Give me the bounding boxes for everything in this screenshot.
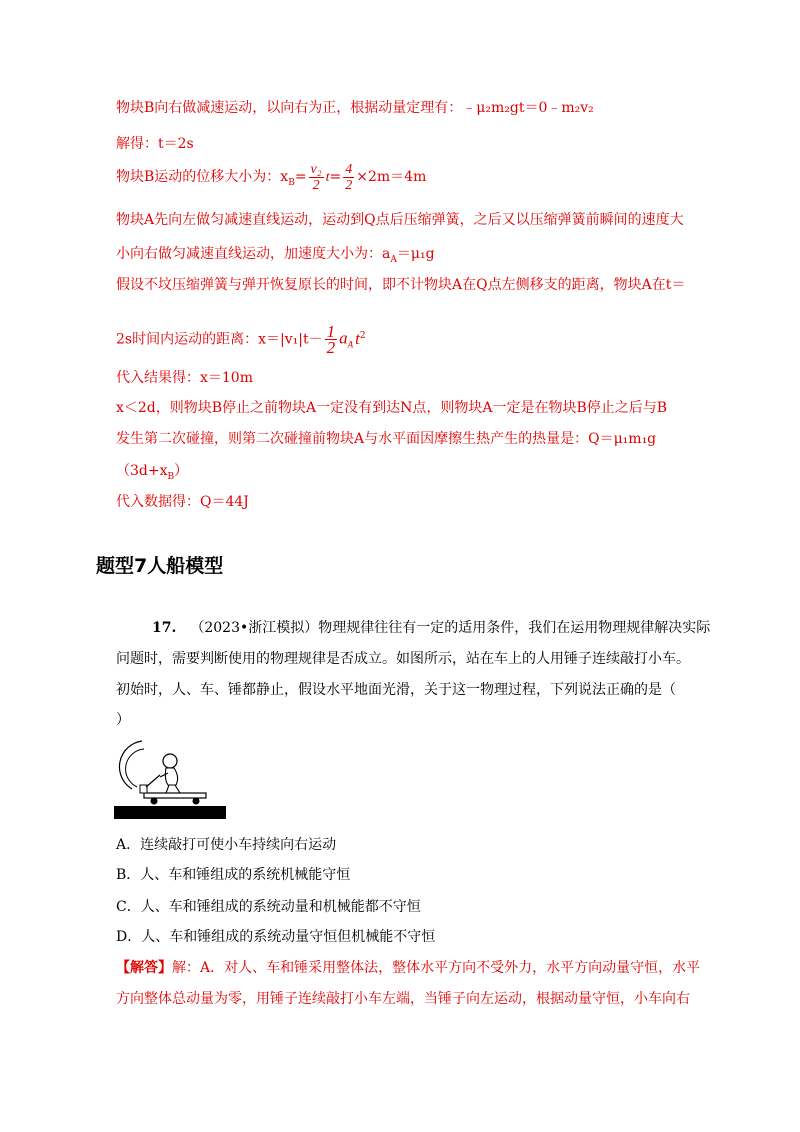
fraction-numerator: v₂ <box>310 161 322 177</box>
solution-line-10: 发生第二次碰撞，则第二次碰撞前物块A与水平面因摩擦生热产生的热量是：Q＝μ₁m₁g <box>116 431 657 447</box>
person-leg-right <box>175 785 180 793</box>
solution-line-11 <box>116 462 188 486</box>
fraction-numerator: 1 <box>326 322 336 342</box>
option-b: B．人、车和锤组成的系统机械能守恒 <box>116 867 351 883</box>
solution-line-12: 代入数据得：Q＝44J <box>116 494 249 510</box>
person-body <box>165 768 177 785</box>
distance-label: 2s时间内运动的距离：x＝|v₁|t－ <box>116 331 323 348</box>
subscript-a: A <box>390 254 397 265</box>
acceleration-label: 小向右做匀减速直线运动，加速度大小为：a <box>116 246 391 262</box>
solution-line-8: 代入结果得：x＝10m <box>116 370 253 386</box>
displacement-label: 物块B运动的位移大小为：x <box>116 169 289 185</box>
variable-t: t <box>325 170 330 185</box>
solution-line-2: 解得：t＝2s <box>116 136 194 152</box>
fraction-numerator: 4 <box>345 161 353 177</box>
swing-arc-inner <box>126 749 144 787</box>
variable-a: a <box>339 328 348 348</box>
person-head <box>163 754 177 768</box>
cart-body <box>144 793 206 798</box>
heat-term-prefix: （3d+x <box>116 463 168 479</box>
fraction-denominator: 2 <box>312 177 320 193</box>
variable-t: t <box>355 328 360 348</box>
option-d: D．人、车和锤组成的系统动量守恒但机械能不守恒 <box>116 929 436 945</box>
option-c: C．人、车和锤组成的系统动量和机械能都不守恒 <box>116 899 421 915</box>
displacement-result: ×2m＝4m <box>356 169 427 185</box>
solution-line-1: 物块B向右做减速运动，以向右为正，根据动量定理有：﹣μ₂m₂gt＝0﹣m₂v₂ <box>116 100 594 116</box>
fraction-v2-over-2 <box>309 162 324 193</box>
person-cart-hammer-drawing <box>114 737 226 819</box>
hammer-head <box>140 785 147 793</box>
solution-line-7 <box>116 316 366 364</box>
hammer-handle <box>146 775 160 787</box>
question-line-3: 初始时，人、车、锤都静止，假设水平地面光滑，关于这一物理过程，下列说法正确的是（ <box>116 682 676 698</box>
subscript-a: A <box>347 339 354 350</box>
solution-line-9: x＜2d，则物块B停止之前物块A一定没有到达N点，则物块A一定是在物块B停止之后与B <box>116 400 668 416</box>
equals-sign: = <box>294 169 307 185</box>
person-leg-left <box>166 785 169 793</box>
fraction-1-over-2 <box>325 322 338 358</box>
solution-line-3 <box>116 160 426 200</box>
question-source-text: （2023•浙江模拟）物理规律往往有一定的适用条件，我们在运用物理规律解决实际 <box>190 620 711 636</box>
acceleration-value: ＝μ₁g <box>396 246 435 262</box>
fraction-denominator: 2 <box>345 177 353 193</box>
answer-line-1 <box>116 959 700 977</box>
answer-text: 解：A．对人、车和锤采用整体法，整体水平方向不受外力，水平方向动量守恒，水平 <box>172 960 701 976</box>
question-line-4: ） <box>116 712 130 728</box>
solution-line-5 <box>116 245 435 269</box>
heat-term-close: ） <box>174 463 189 479</box>
solution-line-4: 物块A先向左做匀减速直线运动，运动到Q点后压缩弹簧，之后又以压缩弹簧前瞬间的速度大 <box>116 212 684 228</box>
cart-wheel-right <box>193 798 200 805</box>
solution-line-6: 假设不坟压缩弹簧与弹开恢复原长的时间，即不计物块A在Q点左侧移支的距离，物块A在t＝ <box>116 277 686 293</box>
fraction-denominator: 2 <box>326 338 336 358</box>
superscript-2: 2 <box>359 331 366 341</box>
equals-sign-2: = <box>329 169 342 185</box>
question-line-2: 问题时，需要判断使用的物理规律是否成立。如图所示，站在车上的人用锤子连续敲打小车。 <box>116 651 690 667</box>
fraction-4-over-2 <box>343 162 354 193</box>
option-a: A．连续敲打可使小车持续向右运动 <box>116 837 337 853</box>
person-cart-hammer-figure <box>114 737 226 819</box>
question-number: 17. <box>152 620 177 636</box>
answer-tag: 【解答】 <box>116 960 172 976</box>
subscript-b: B <box>288 177 295 188</box>
subscript-b: B <box>167 471 175 482</box>
ground <box>114 806 226 819</box>
cart-wheel-left <box>151 798 158 805</box>
answer-line-2: 方向整体总动量为零，用锤子连续敲打小车左端，当锤子向左运动，根据动量守恒，小车向右 <box>116 991 690 1007</box>
question-line-1 <box>152 619 710 637</box>
section-heading: 题型7人船模型 <box>96 555 224 577</box>
